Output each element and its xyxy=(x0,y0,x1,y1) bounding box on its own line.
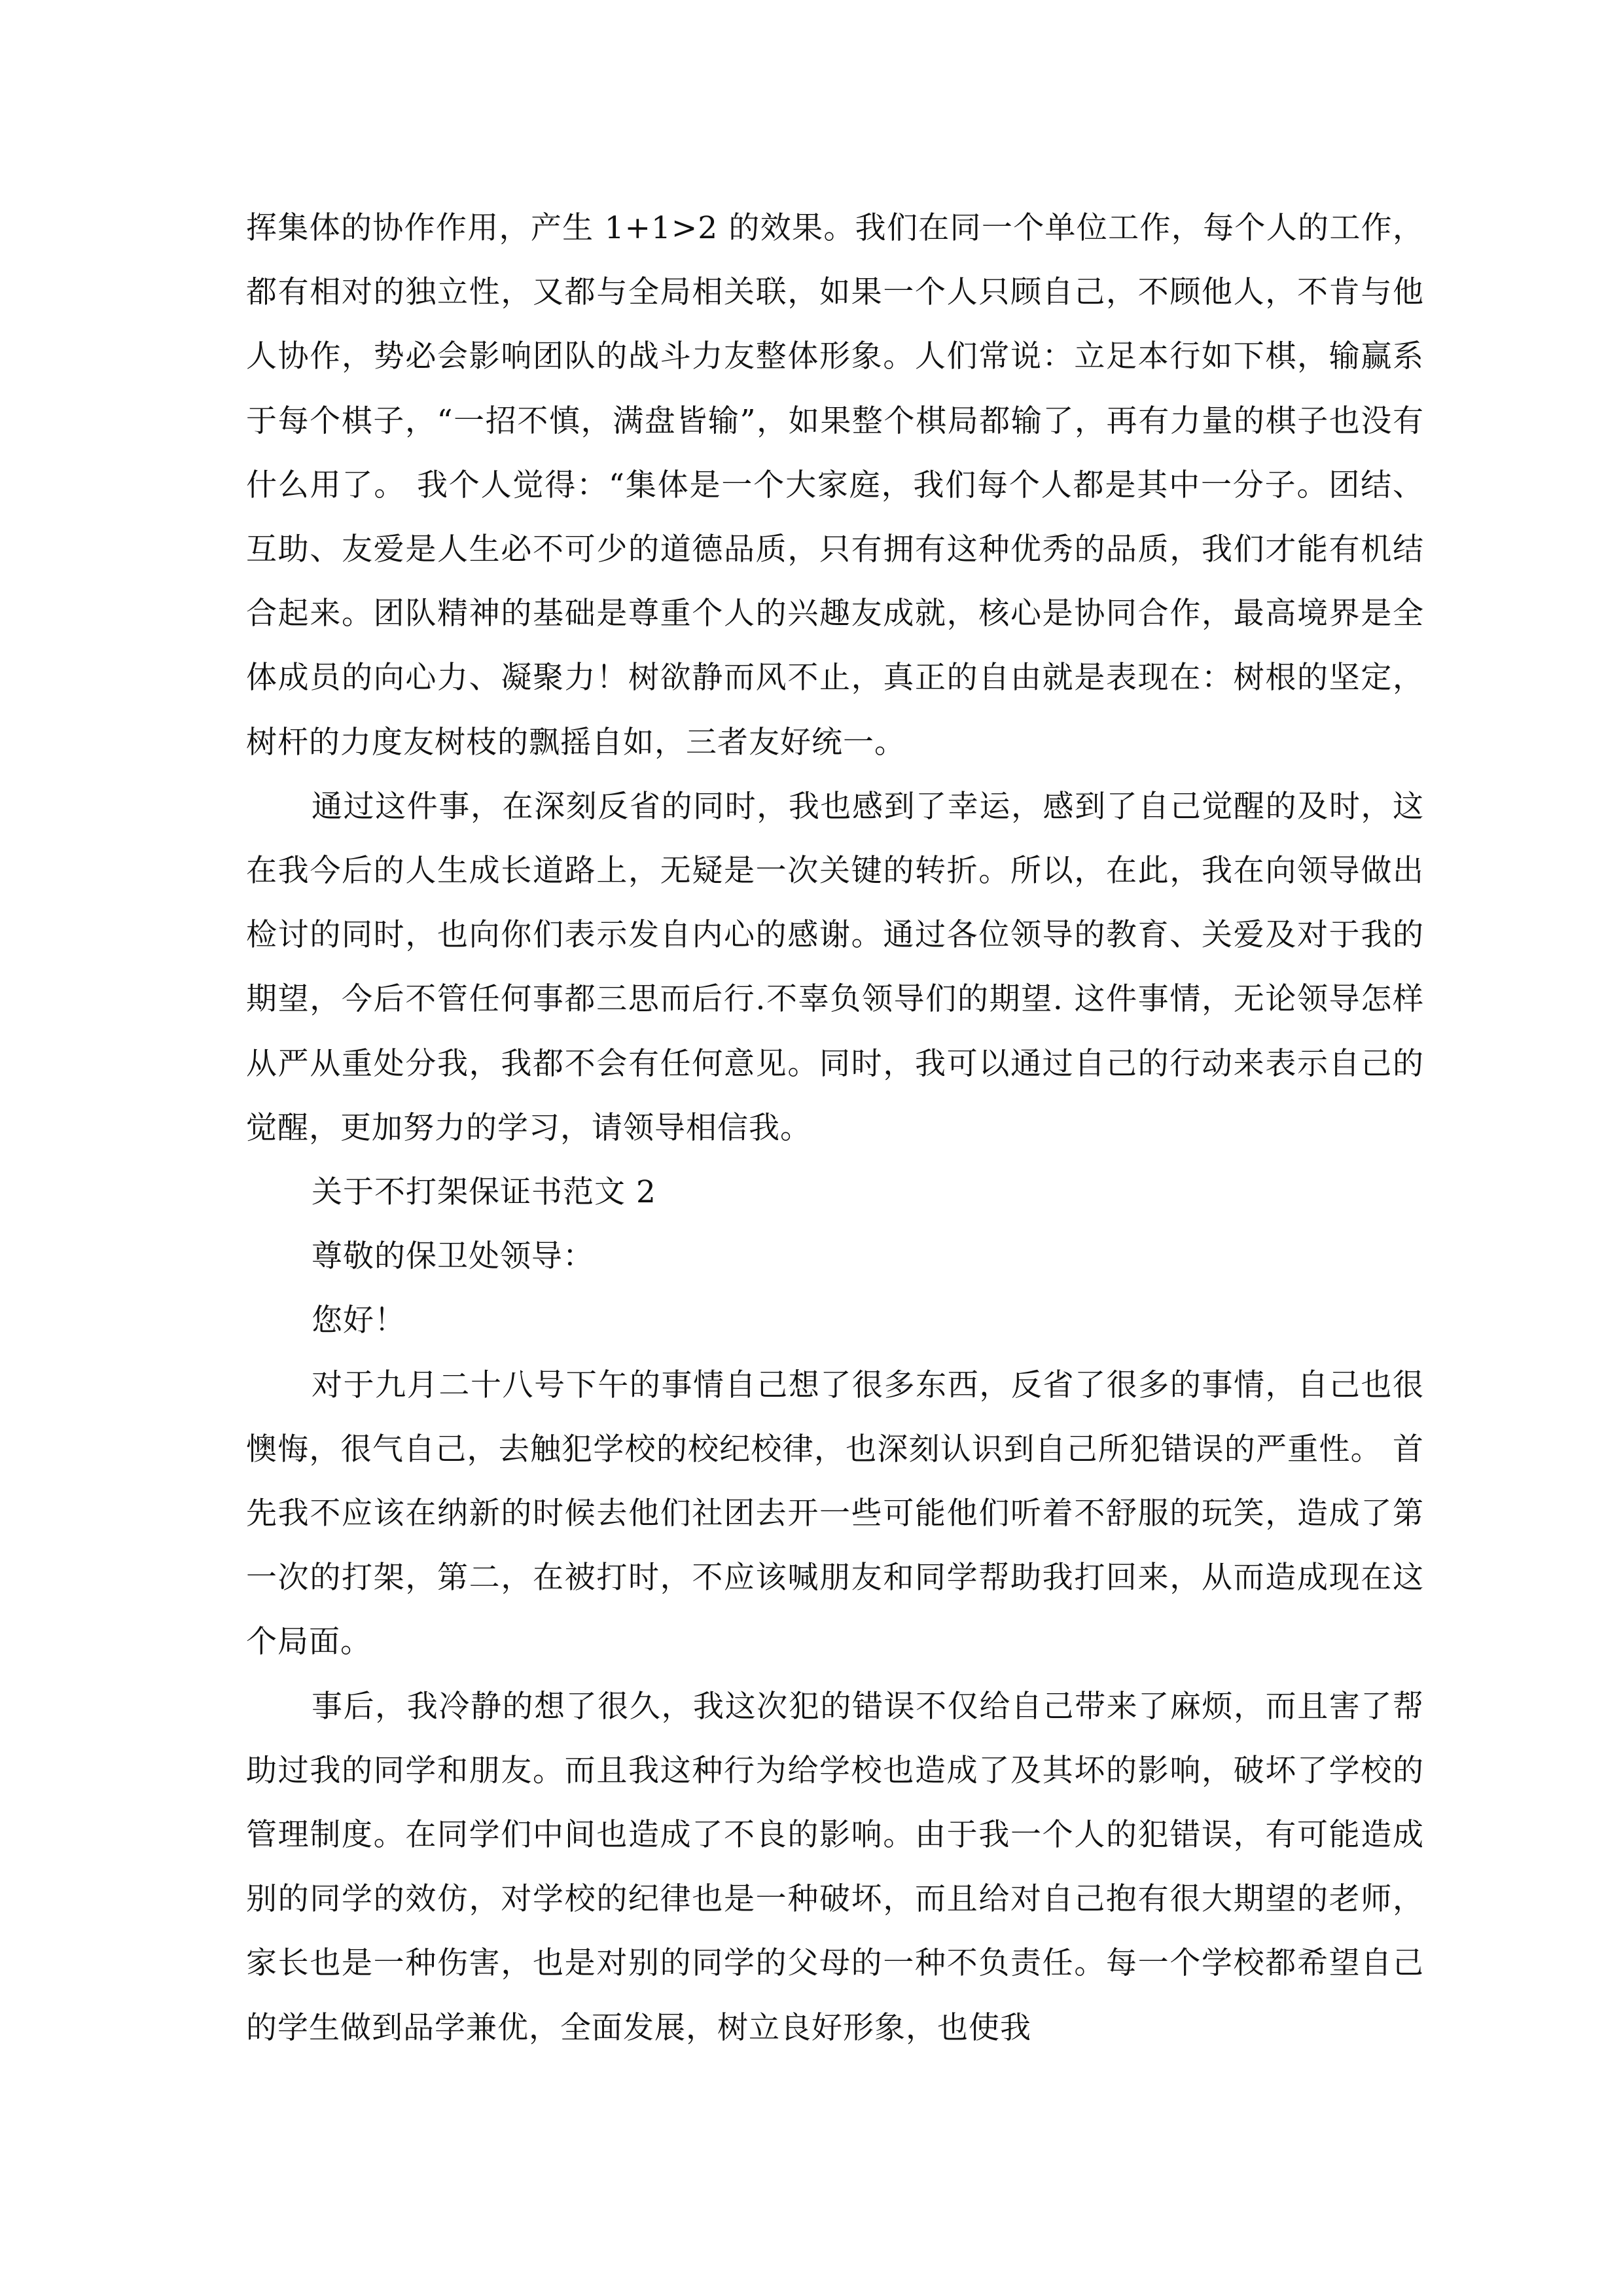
document-body xyxy=(246,196,1424,2060)
greeting: 您好！ xyxy=(312,1302,406,1339)
paragraph-4: 事后，我冷静的想了很久，我这次犯的错误不仅给自己带来了麻烦，而且害了帮助过我的同学和朋友。而且我这种行为给学校也造成了及其坏的影响，破坏了学校的管理制度。在同学们中间也造成了不良的影响。由于我一个人的犯错误，有可能造成别的同学的效仿，对学校的纪律也是一种破坏，而且给对自己抱有很大期望的老师，家长也是一种伤害，也是对别的同学的父母的一种不负责任。每一个学校都希望自己的学生做到品学兼优，全面发展，树立良好形象，也使我 xyxy=(246,1688,1424,2046)
section-heading: 关于不打架保证书范文 2 xyxy=(312,1174,656,1211)
paragraph-2: 通过这件事，在深刻反省的同时，我也感到了幸运，感到了自己觉醒的及时，这在我今后的人生成长道路上，无疑是一次关键的转折。所以，在此，我在向领导做出检讨的同时，也向你们表示发自内心的感谢。通过各位领导的教育、关爱及对于我的期望，今后不管任何事都三思而后行.不辜负领导们的期望. 这件事情，无论领导怎样从严从重处分我，我都不会有任何意见。同时，我可以通过自己的行动来表示自己的觉醒，更加努力的学习，请领导相信我。 xyxy=(246,788,1424,1146)
salutation: 尊敬的保卫处领导： xyxy=(312,1238,594,1275)
paragraph-3: 对于九月二十八号下午的事情自己想了很多东西，反省了很多的事情，自己也很懊悔，很气自己，去触犯学校的校纪校律，也深刻认识到自己所犯错误的严重性。 首先我不应该在纳新的时候去他们社团去开一些可能他们听着不舒服的玩笑，造成了第一次的打架，第二，在被打时，不应该喊朋友和同学帮助我打回来，从而造成现在这个局面。 xyxy=(246,1367,1424,1660)
paragraph-1: 挥集体的协作作用，产生 1+1>2 的效果。我们在同一个单位工作，每个人的工作，都有相对的独立性，又都与全局相关联，如果一个人只顾自己，不顾他人，不肯与他人协作，势必会影响团队的战斗力友整体形象。人们常说：立足本行如下棋，输赢系于每个棋子，“一招不慎，满盘皆输”，如果整个棋局都输了，再有力量的棋子也没有什么用了。 我个人觉得：“集体是一个大家庭，我们每个人都是其中一分子。团结、互助、友爱是人生必不可少的道德品质，只有拥有这种优秀的品质，我们才能有机结合起来。团队精神的基础是尊重个人的兴趣友成就，核心是协同合作，最高境界是全体成员的向心力、凝聚力！树欲静而风不止，真正的自由就是表现在：树根的坚定，树杆的力度友树枝的飘摇自如，三者友好统一。 xyxy=(246,210,1424,761)
